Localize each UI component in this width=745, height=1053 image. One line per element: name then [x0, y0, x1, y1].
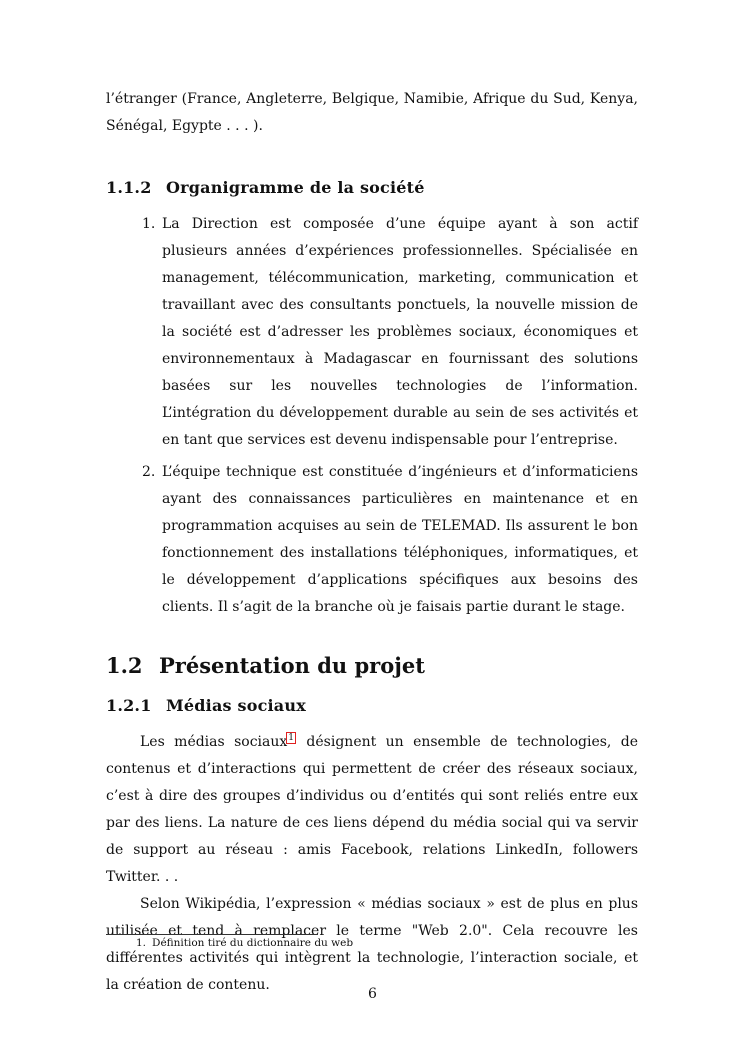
list-marker: 1.	[142, 216, 156, 232]
medias-sociaux-paragraph-1	[106, 729, 638, 891]
section-number: 1.2	[106, 653, 143, 678]
footnote	[136, 936, 353, 950]
list-item	[142, 459, 638, 621]
section-title: Organigramme de la société	[166, 178, 425, 197]
list-item	[142, 211, 638, 454]
page-number: 6	[368, 986, 377, 1002]
intro-paragraph: l’étranger (France, Angleterre, Belgique, Namibie, Afrique du Sud, Kenya, Sénégal, Egypte . . . ).	[106, 91, 638, 134]
list-item-text: L’équipe technique est constituée d’ingénieurs et d’informaticiens ayant des connaissances particulières en maintenance et en programmation acquises au sein de TELEMAD. Ils assurent le bon fonctionnement des installations téléphoniques, informatiques, et le développement d’applications spécifiques aux besoins des clients. Il s’agit de la branche où je faisais partie durant le stage.	[162, 464, 638, 615]
section-number: 1.2.1	[106, 696, 152, 715]
footnote-rule	[106, 934, 318, 935]
organigramme-list	[106, 211, 638, 621]
paragraph-text: désignent un ensemble de technologies, de contenus et d’interactions qui permettent de créer des réseaux sociaux, c’est à dire des groupes d’individus ou d’entités qui sont reliés entre eux par des liens. La nature de ces liens dépend du média social qui va servir de support au réseau : amis Facebook, relations LinkedIn, followers Twitter. . .	[106, 734, 639, 885]
section-title: Présentation du projet	[159, 653, 425, 678]
footnote-text: Définition tiré du dictionnaire du web	[152, 937, 354, 949]
paragraph-text: Les médias sociaux	[140, 734, 288, 750]
section-heading-1-1-2	[106, 178, 638, 197]
section-heading-1-2-1	[106, 696, 638, 715]
list-marker: 2.	[142, 464, 156, 480]
section-number: 1.1.2	[106, 178, 152, 197]
medias-sociaux-paragraph-2: Selon Wikipédia, l’expression « médias sociaux » est de plus en plus utilisée et tend à remplacer le terme "Web 2.0". Cela recouvre les différentes activités qui intègrent la technologie, l’interaction sociale, et la création de contenu.	[106, 896, 638, 993]
list-item-text: La Direction est composée d’une équipe ayant à son actif plusieurs années d’expériences professionnelles. Spécialisée en management, télécommunication, marketing, communication et travaillant avec des consultants ponctuels, la nouvelle mission de la société est d’adresser les problèmes sociaux, économiques et environnementaux à Madagascar en fournissant des solutions basées sur les nouvelles technologies de l’information. L’intégration du développement durable au sein de ses activités et en tant que services est devenu indispensable pour l’entreprise.	[162, 216, 638, 448]
section-title: Médias sociaux	[166, 696, 306, 715]
footnote-reference-link[interactable]: 1	[288, 733, 295, 743]
page-body	[106, 86, 638, 999]
section-heading-1-2	[106, 653, 638, 678]
footnote-number: 1.	[136, 937, 147, 949]
